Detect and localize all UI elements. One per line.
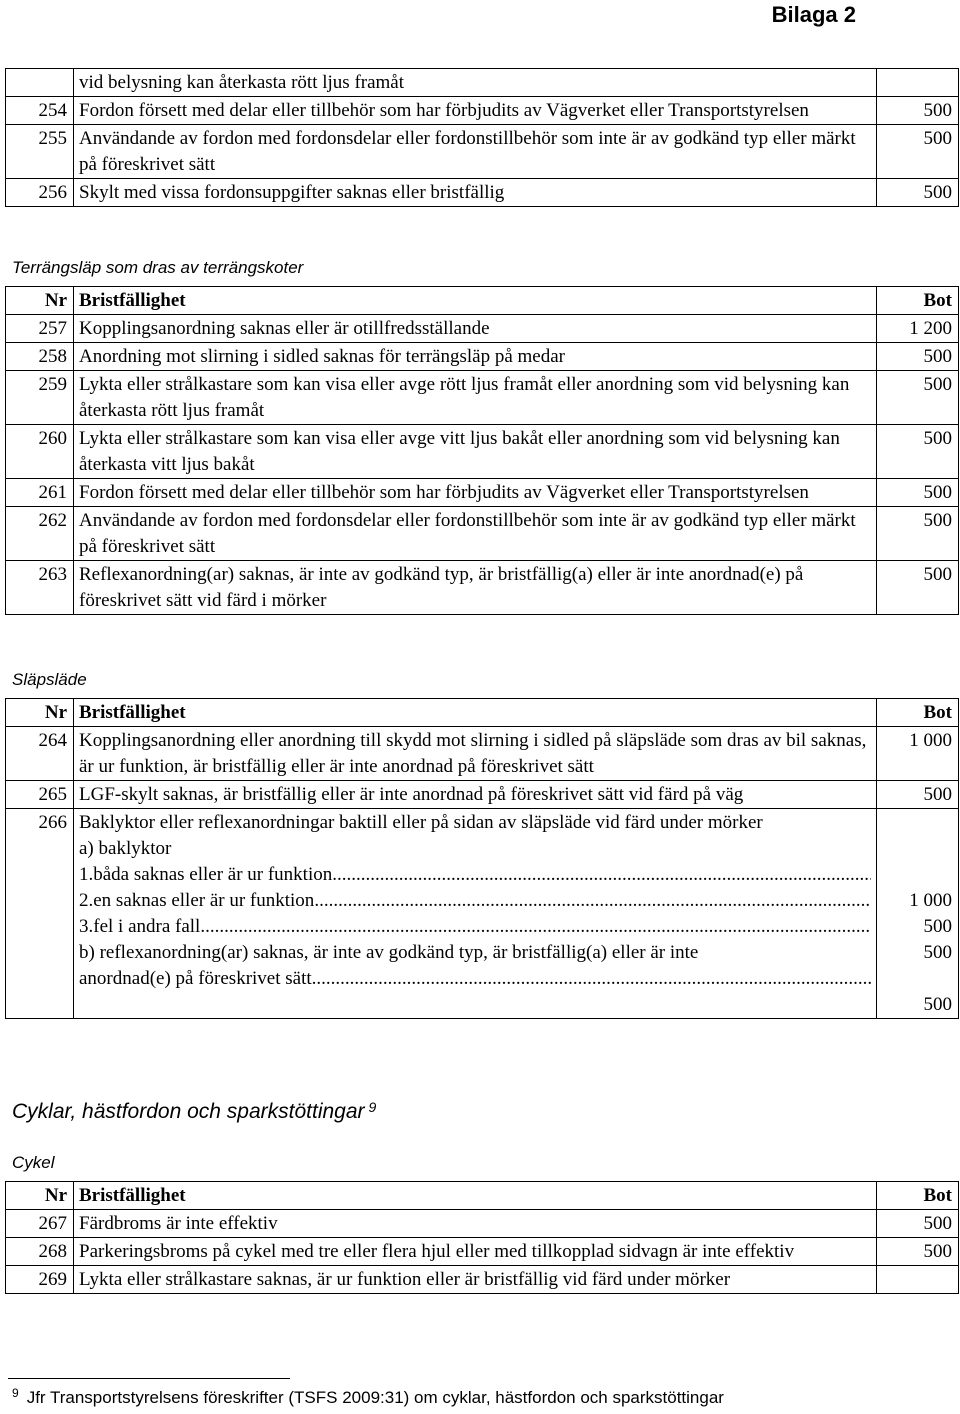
table-slapslade (5, 698, 959, 1019)
section-caption: Cykel (12, 1153, 55, 1172)
row-bot: 500 (877, 1238, 959, 1266)
row-text: Kopplingsanordning eller anordning till skydd mot slirning i sidled på släpsläde som dras av bil saknas, är ur funktion, är bristfällig eller är inte anordnad på föreskrivet sätt (74, 727, 877, 781)
row-text: Skylt med vissa fordonsuppgifter saknas eller bristfällig (74, 179, 877, 207)
row-bot (877, 69, 959, 97)
row-bot: 500 (923, 942, 952, 963)
item-text: 2.en saknas eller är ur funktion (79, 890, 315, 911)
row-text: Fordon försett med delar eller tillbehör som har förbjudits av Vägverket eller Transportstyrelsen (74, 97, 877, 125)
section-title (12, 1100, 376, 1124)
table-row (6, 69, 959, 97)
row-text: Lykta eller strålkastare som kan visa eller avge vitt ljus bakåt eller anordning som vid belysning kan återkasta vitt ljus bakåt (74, 425, 877, 479)
item-text: 3.fel i andra fall (79, 916, 201, 937)
row-text: Färdbroms är inte effektiv (74, 1210, 877, 1238)
header-nr: Nr (6, 1182, 74, 1210)
row-text: Kopplingsanordning saknas eller är otillfredsställande (74, 315, 877, 343)
footnote-text: Jfr Transportstyrelsens föreskrifter (TSFS 2009:31) om cyklar, hästfordon och sparkstöttingar (26, 1388, 724, 1407)
row-nr: 261 (6, 479, 74, 507)
table-header-row (6, 699, 959, 727)
row-nr: 256 (6, 179, 74, 207)
row-text: Fordon försett med delar eller tillbehör som har förbjudits av Vägverket eller Transportstyrelsen (74, 479, 877, 507)
table-row (6, 1210, 959, 1238)
row-bot: 500 (877, 507, 959, 561)
footnote-separator (8, 1378, 290, 1379)
table-row (6, 809, 959, 1019)
row-nr: 266 (6, 809, 74, 1019)
row-nr: 265 (6, 781, 74, 809)
row-nr: 257 (6, 315, 74, 343)
header-nr: Nr (6, 699, 74, 727)
section-title-text: Cyklar, hästfordon och sparkstöttingar (12, 1100, 365, 1123)
row-bot: 500 (877, 125, 959, 179)
appendix-label: Bilaga 2 (771, 2, 856, 27)
table-continuation (5, 68, 959, 207)
header-text: Bristfällighet (74, 1182, 877, 1210)
header-bot: Bot (877, 287, 959, 315)
row-nr: 269 (6, 1266, 74, 1294)
leader-item (79, 914, 871, 940)
row-nr: 263 (6, 561, 74, 615)
row-text: Reflexanordning(ar) saknas, är inte av godkänd typ, är bristfällig(a) eller är inte anordnad(e) på föreskrivet sätt vid färd i mörker (74, 561, 877, 615)
header-bot: Bot (877, 699, 959, 727)
footnote (12, 1388, 724, 1408)
row-nr: 262 (6, 507, 74, 561)
leader-item (79, 966, 871, 992)
dot-leader (200, 914, 871, 940)
row-nr: 267 (6, 1210, 74, 1238)
section-caption: Terrängsläp som dras av terrängskoter (12, 258, 304, 277)
leader-item (79, 888, 871, 914)
row-bot: 500 (877, 97, 959, 125)
row-nr: 258 (6, 343, 74, 371)
footnote-ref: 9 (368, 1099, 377, 1115)
table-row (6, 561, 959, 615)
table-row (6, 343, 959, 371)
table-row (6, 727, 959, 781)
row-text: vid belysning kan återkasta rött ljus framåt (74, 69, 877, 97)
header-bot: Bot (877, 1182, 959, 1210)
row-bot: 500 (877, 371, 959, 425)
table-row (6, 315, 959, 343)
row-bot: 500 (877, 561, 959, 615)
row-nr: 268 (6, 1238, 74, 1266)
table-row (6, 97, 959, 125)
header-text: Bristfällighet (74, 699, 877, 727)
table-row (6, 781, 959, 809)
row-bot: 1 000 (877, 727, 959, 781)
dot-leader (314, 888, 871, 914)
header-nr: Nr (6, 287, 74, 315)
item-text: anordnad(e) på föreskrivet sätt (79, 968, 312, 989)
row-bot: 500 (923, 994, 952, 1015)
table-row (6, 425, 959, 479)
table-header-row (6, 287, 959, 315)
dot-leader (332, 862, 871, 888)
row-text: LGF-skylt saknas, är bristfällig eller är inte anordnad på föreskrivet sätt vid färd på väg (74, 781, 877, 809)
table-row (6, 125, 959, 179)
row-text: Parkeringsbroms på cykel med tre eller flera hjul eller med tillkopplad sidvagn är inte effektiv (74, 1238, 877, 1266)
row-bot: 1 200 (877, 315, 959, 343)
row-bot: 500 (923, 916, 952, 937)
row-text: Lykta eller strålkastare saknas, är ur funktion eller är bristfällig vid färd under mörker (74, 1266, 877, 1294)
table-row (6, 179, 959, 207)
row-bot: 500 (877, 1210, 959, 1238)
row-text: Användande av fordon med fordonsdelar eller fordonstillbehör som inte är av godkänd typ eller märkt på föreskrivet sätt (74, 507, 877, 561)
dot-leader (312, 966, 871, 992)
table-row (6, 1238, 959, 1266)
row-nr: 255 (6, 125, 74, 179)
row-bot-stack (877, 809, 959, 1019)
footnote-number: 9 (12, 1386, 19, 1400)
table-row (6, 507, 959, 561)
row-nr: 264 (6, 727, 74, 781)
row-nr: 254 (6, 97, 74, 125)
table-row (6, 1266, 959, 1294)
sub-heading-b: b) reflexanordning(ar) saknas, är inte av godkänd typ, är bristfällig(a) eller är inte (79, 942, 699, 963)
row-bot (877, 1266, 959, 1294)
row-nr: 259 (6, 371, 74, 425)
table-row (6, 479, 959, 507)
row-bot: 500 (877, 479, 959, 507)
table-header-row (6, 1182, 959, 1210)
row-intro: Baklyktor eller reflexanordningar baktill eller på sidan av släpsläde vid färd under mörker (79, 812, 763, 833)
row-text: Användande av fordon med fordonsdelar eller fordonstillbehör som inte är av godkänd typ eller märkt på föreskrivet sätt (74, 125, 877, 179)
table-cykel (5, 1181, 959, 1294)
sub-heading-a: a) baklyktor (79, 838, 172, 859)
row-bot: 500 (877, 179, 959, 207)
table-row (6, 371, 959, 425)
row-text: Anordning mot slirning i sidled saknas för terrängsläp på medar (74, 343, 877, 371)
row-bot: 1 000 (909, 890, 952, 911)
leader-item (79, 862, 871, 888)
row-nr: 260 (6, 425, 74, 479)
item-text: 1.båda saknas eller är ur funktion (79, 864, 333, 885)
row-bot: 500 (877, 425, 959, 479)
section-caption: Släpsläde (12, 670, 87, 689)
row-text: Lykta eller strålkastare som kan visa eller avge rött ljus framåt eller anordning som vid belysning kan återkasta rött ljus framåt (74, 371, 877, 425)
table-terrangslap (5, 286, 959, 615)
row-nr (6, 69, 74, 97)
row-bot: 500 (877, 781, 959, 809)
row-text-composite (74, 809, 877, 1019)
header-text: Bristfällighet (74, 287, 877, 315)
row-bot: 500 (877, 343, 959, 371)
